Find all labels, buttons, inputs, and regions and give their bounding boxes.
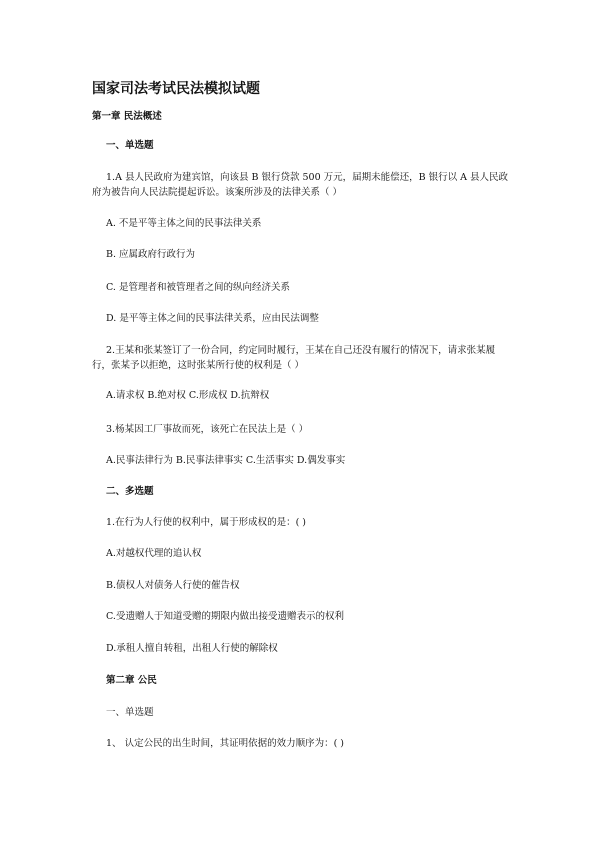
multi-question-1-stem: 1.在行为人行使的权利中，属于形成权的是：( ) [106,517,306,528]
multi-question-1-option-a: A.对越权代理的追认权 [106,548,202,559]
chapter1-multi-choice-heading: 二、多选题 [106,486,154,497]
question-3-stem: 3.杨某因工厂事故而死，该死亡在民法上是（ ） [106,424,309,435]
document-title: 国家司法考试民法模拟试题 [92,81,260,97]
multi-question-1-option-b: B.债权人对债务人行使的催告权 [106,580,240,591]
multi-question-1-option-c: C.受遗赠人于知道受赠的期限内做出接受遗赠表示的权利 [106,611,344,622]
question-1-option-c: C. 是管理者和被管理者之间的纵向经济关系 [106,282,290,293]
multi-question-1-option-d: D.承租人擅自转租，出租人行使的解除权 [106,643,278,654]
chapter1-single-choice-heading: 一、单选题 [106,140,154,151]
question-1-option-b: B. 应属政府行政行为 [106,249,196,260]
chapter2-single-choice-heading: 一、单选题 [106,707,154,718]
question-2-options: A.请求权 B.绝对权 C.形成权 D.抗辩权 [106,390,270,401]
question-1-stem: 1.A 县人民政府为建宾馆，向该县 B 银行贷款 500 万元，届期未能偿还，B 银行以 A 县人民政府为被告向人民法院提起诉讼。该案所涉及的法律关系（ ） [92,172,509,198]
chapter2-question-1-stem: 1、 认定公民的出生时间，其证明依据的效力顺序为：( ) [106,738,344,749]
question-1-option-d: D. 是平等主体之间的民事法律关系，应由民法调整 [106,313,319,324]
question-2-stem: 2.王某和张某签订了一份合同，约定同时履行，王某在自己还没有履行的情况下，请求张某履行，张某予以拒绝，这时张某所行使的权利是（ ） [92,345,496,371]
chapter1-heading: 第一章 民法概述 [92,111,162,122]
question-3-options: A.民事法律行为 B.民事法律事实 C.生活事实 D.偶发事实 [106,455,346,466]
question-1-option-a: A. 不是平等主体之间的民事法律关系 [106,218,262,229]
chapter2-heading: 第二章 公民 [106,675,157,686]
